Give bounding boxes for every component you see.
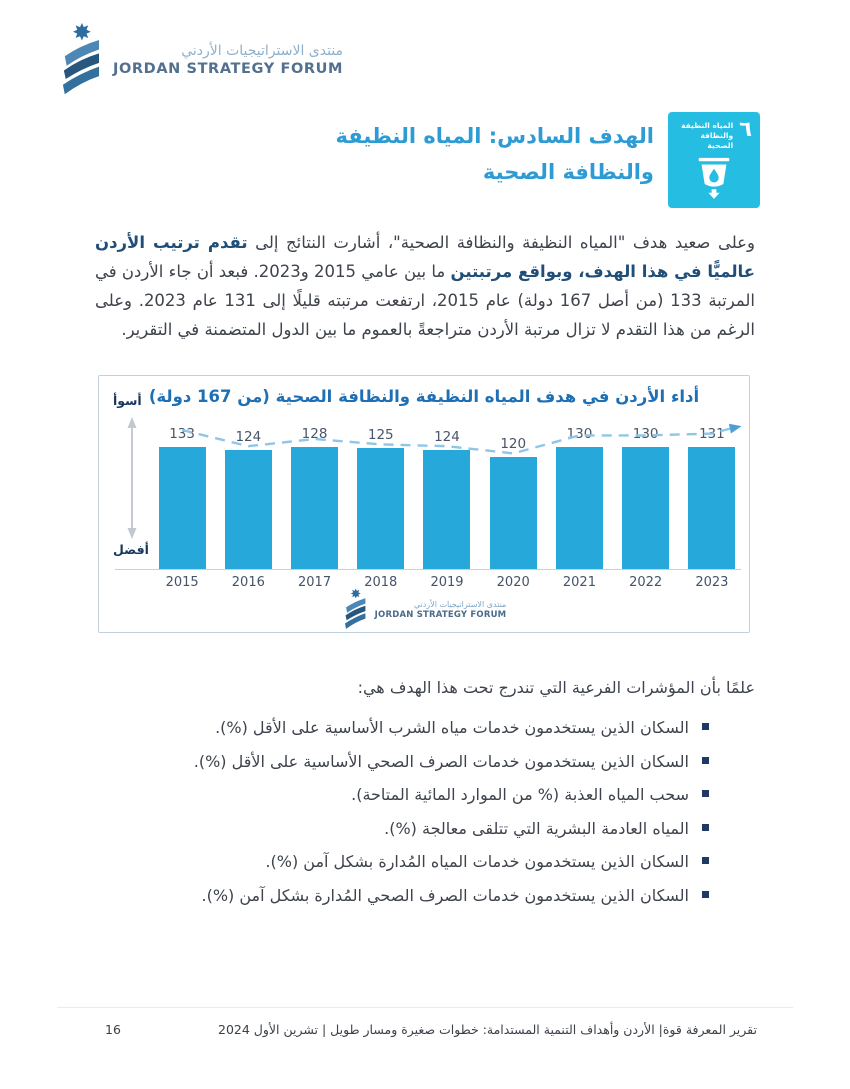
jsf-ribbon-star-icon bbox=[57, 22, 103, 98]
bar bbox=[357, 448, 404, 569]
year-label: 2019 bbox=[430, 575, 464, 590]
indicator-item bbox=[95, 782, 709, 808]
bar bbox=[423, 450, 470, 569]
bar bbox=[225, 450, 272, 569]
goal-title bbox=[336, 118, 654, 190]
chart-title: أداء الأردن في هدف المياه النظيفة والنظافة الصحية (من 167 دولة) bbox=[148, 387, 700, 406]
jsf-ribbon-star-icon bbox=[342, 588, 368, 631]
footer-divider bbox=[57, 1007, 793, 1008]
logo-text-block bbox=[375, 600, 507, 620]
bar-value-label: 125 bbox=[367, 427, 394, 444]
sdg6-icon bbox=[668, 112, 760, 208]
bar-column bbox=[613, 426, 679, 569]
goal-header bbox=[336, 112, 760, 208]
bar-column bbox=[215, 426, 281, 569]
chart-card bbox=[98, 375, 750, 633]
bar-column bbox=[679, 426, 745, 569]
indicator-text: السكان الذين يستخدمون خدمات الصرف الصحي المُدارة بشكل آمن (%). bbox=[201, 885, 689, 905]
year-label: 2016 bbox=[231, 575, 265, 590]
indicators-section bbox=[95, 678, 755, 917]
year-label: 2020 bbox=[496, 575, 530, 590]
indicator-text: السكان الذين يستخدمون خدمات الصرف الصحي الأساسية على الأقل (%). bbox=[193, 751, 689, 771]
paragraph-text: وعلى صعيد هدف "المياه النظيفة والنظافة الصحية"، أشارت النتائج إلى bbox=[247, 233, 755, 252]
indicators-intro: علمًا بأن المؤشرات الفرعية التي تندرج تحت هذا الهدف هي: bbox=[357, 678, 755, 697]
indicator-list bbox=[95, 715, 755, 909]
indicator-item bbox=[95, 849, 709, 875]
year-label: 2023 bbox=[695, 575, 729, 590]
year-label: 2022 bbox=[629, 575, 663, 590]
goal-title-line2: والنظافة الصحية bbox=[482, 160, 654, 184]
bar-column bbox=[480, 426, 546, 569]
paragraph-emphasis: تقدم ترتيب الأردن عالميًّا في هذا الهدف، وبواقع مرتبتين bbox=[95, 233, 755, 281]
bar-column bbox=[414, 426, 480, 569]
bar bbox=[490, 457, 537, 569]
paragraph-text: ما بين عامي 2015 و2023. فبعد أن جاء الأردن في المرتبة 133 (من أصل 167 دولة) عام 2015، ارتفعت مرتبته قليلًا إلى 131 عام 2023. وعلى الرغم من هذا التقدم لا تزال مرتبة الأردن متراجعةً بالعموم ما بين الدول المتضمنة في التقرير. bbox=[95, 262, 755, 339]
bar bbox=[291, 447, 338, 569]
bar-value-label: 131 bbox=[698, 426, 725, 442]
indicator-item bbox=[95, 749, 709, 775]
bar-value-label: 124 bbox=[235, 429, 262, 446]
axis-better-label: أفضل bbox=[113, 542, 149, 557]
bullet-square-icon bbox=[702, 824, 709, 831]
bullet-square-icon bbox=[702, 891, 709, 898]
year-label: 2015 bbox=[165, 575, 199, 590]
bar-value-label: 133 bbox=[169, 426, 195, 442]
water-glass-drop-icon bbox=[692, 154, 736, 204]
bar-column bbox=[149, 426, 215, 569]
indicator-item bbox=[95, 816, 709, 842]
sdg6-label-line1: المياه النظيفة bbox=[681, 121, 734, 130]
bullet-square-icon bbox=[702, 857, 709, 864]
sdg6-label bbox=[676, 121, 733, 151]
logo-english-text: JORDAN STRATEGY FORUM bbox=[113, 61, 344, 77]
bar-column bbox=[348, 426, 414, 569]
bar-value-label: 130 bbox=[566, 426, 593, 442]
axis-worse-label: أسوأ bbox=[113, 393, 142, 408]
bullet-square-icon bbox=[702, 757, 709, 764]
year-label: 2017 bbox=[298, 575, 332, 590]
vertical-double-arrow-icon bbox=[125, 416, 139, 540]
sdg6-number: ٦ bbox=[739, 117, 752, 141]
logo-english-text: JORDAN STRATEGY FORUM bbox=[374, 609, 507, 620]
bar-column bbox=[546, 426, 612, 569]
goal-title-line1: الهدف السادس: المياه النظيفة bbox=[335, 124, 654, 148]
bar bbox=[556, 447, 603, 569]
footer-report-title: تقرير المعرفة قوة| الأردن وأهداف التنمية المستدامة: خطوات صغيرة ومسار طويل | تشرين الأول 2024 bbox=[218, 1022, 757, 1037]
bullet-square-icon bbox=[702, 723, 709, 730]
logo-text-block bbox=[113, 43, 343, 77]
indicator-text: المياه العادمة البشرية التي تتلقى معالجة (%). bbox=[384, 818, 689, 838]
page-number: 16 bbox=[105, 1022, 121, 1037]
logo-arabic-text: منتدى الاستراتيجيات الأردني bbox=[413, 599, 507, 609]
bar bbox=[622, 447, 669, 569]
indicator-item bbox=[95, 715, 709, 741]
sdg6-label-line2: والنظافة الصحية bbox=[700, 131, 734, 151]
year-label: 2018 bbox=[364, 575, 398, 590]
lead-paragraph bbox=[95, 228, 755, 344]
page-footer bbox=[105, 1022, 757, 1037]
bar bbox=[159, 447, 206, 569]
chart-footer-logo bbox=[342, 588, 507, 631]
bar-column bbox=[281, 426, 347, 569]
indicator-text: السكان الذين يستخدمون خدمات مياه الشرب الأساسية على الأقل (%). bbox=[215, 718, 689, 737]
chart-plot bbox=[149, 426, 745, 569]
logo-arabic-text: منتدى الاستراتيجيات الأردني bbox=[181, 43, 344, 59]
indicator-item bbox=[95, 883, 709, 909]
bar-value-label: 130 bbox=[632, 426, 659, 442]
bar-value-label: 120 bbox=[500, 436, 527, 453]
sdg6-icon-top bbox=[676, 119, 752, 151]
x-axis-line bbox=[115, 569, 741, 570]
year-label: 2021 bbox=[562, 575, 596, 590]
indicator-text: سحب المياه العذبة (% من الموارد المائية المتاحة). bbox=[351, 785, 689, 805]
bar bbox=[688, 447, 735, 569]
bar-value-label: 124 bbox=[434, 429, 460, 446]
indicator-text: السكان الذين يستخدمون خدمات المياه المُدارة بشكل آمن (%). bbox=[265, 852, 689, 872]
bar-value-label: 128 bbox=[301, 426, 328, 442]
header-logo bbox=[57, 22, 343, 98]
bullet-square-icon bbox=[702, 790, 709, 797]
